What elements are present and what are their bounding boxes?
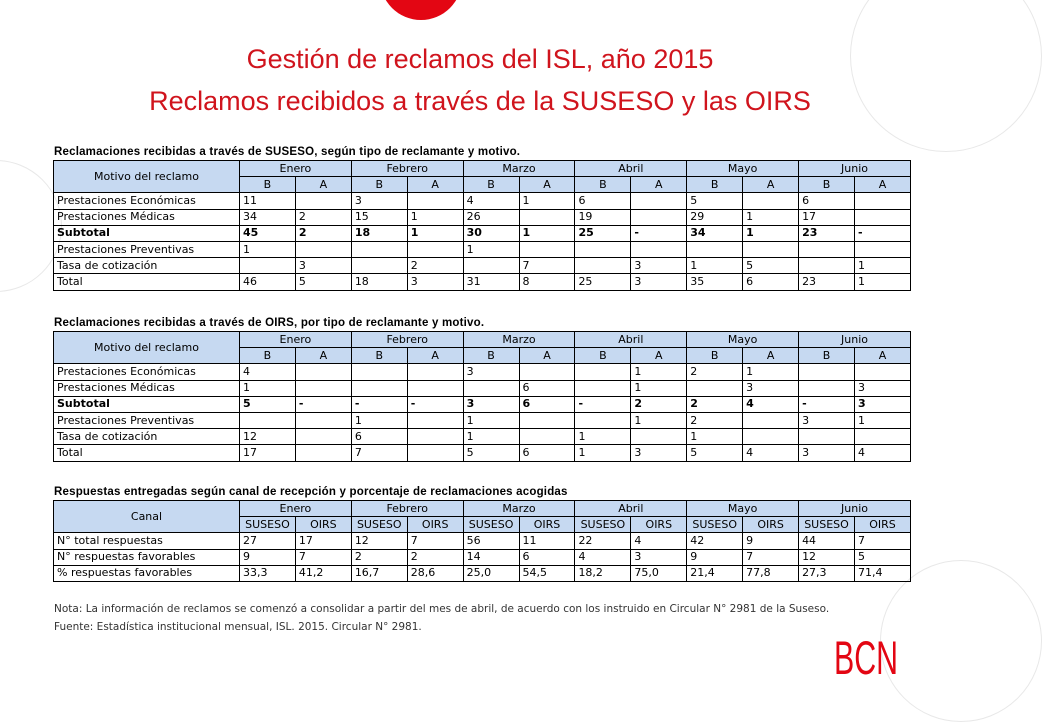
table-cell: 21,4 bbox=[687, 565, 743, 581]
table-cell: 2 bbox=[295, 225, 351, 241]
table-cell: 44 bbox=[799, 533, 855, 549]
table-cell: 8 bbox=[519, 274, 575, 290]
table-cell: 45 bbox=[240, 225, 296, 241]
sub-header: B bbox=[351, 177, 407, 193]
table-cell: 22 bbox=[575, 533, 631, 549]
table-cell bbox=[854, 193, 910, 209]
table-cell bbox=[854, 364, 910, 380]
month-header: Junio bbox=[799, 161, 911, 177]
table-cell: 2 bbox=[631, 396, 687, 412]
table-cell: 3 bbox=[463, 396, 519, 412]
footnote: Nota: La información de reclamos se comenzó a consolidar a partir del mes de abril, de acuerdo con los instruido en Circular N° 2981 de la Suseso. bbox=[54, 603, 830, 615]
table-cell: 4 bbox=[854, 445, 910, 461]
sub-header: SUSESO bbox=[351, 517, 407, 533]
table-cell: 2 bbox=[407, 549, 463, 565]
month-header: Abril bbox=[575, 501, 687, 517]
table-cell: 5 bbox=[743, 258, 799, 274]
table-row bbox=[54, 225, 911, 241]
table-cell: 1 bbox=[743, 209, 799, 225]
sub-header: B bbox=[799, 348, 855, 364]
table-cell bbox=[854, 429, 910, 445]
table-cell: 1 bbox=[631, 380, 687, 396]
table-cell: 1 bbox=[240, 241, 296, 257]
table-cell: 33,3 bbox=[240, 565, 296, 581]
month-header: Enero bbox=[240, 501, 352, 517]
month-header: Mayo bbox=[687, 332, 799, 348]
table-cell bbox=[799, 429, 855, 445]
sub-header: SUSESO bbox=[575, 517, 631, 533]
month-header: Junio bbox=[799, 332, 911, 348]
row-label: % respuestas favorables bbox=[54, 565, 240, 581]
row-label: Prestaciones Económicas bbox=[54, 364, 240, 380]
table-cell: 46 bbox=[240, 274, 296, 290]
table-cell: 29 bbox=[687, 209, 743, 225]
table-cell: - bbox=[799, 396, 855, 412]
sub-header: B bbox=[575, 177, 631, 193]
table-cell: - bbox=[407, 396, 463, 412]
table-cell bbox=[519, 429, 575, 445]
table-cell: 2 bbox=[295, 209, 351, 225]
table-cell bbox=[407, 364, 463, 380]
table-cell bbox=[631, 193, 687, 209]
table-cell bbox=[295, 193, 351, 209]
table-cell bbox=[631, 241, 687, 257]
row-label: N° respuestas favorables bbox=[54, 549, 240, 565]
table-cell: 2 bbox=[351, 549, 407, 565]
sub-header: A bbox=[631, 177, 687, 193]
table-cell: 27,3 bbox=[799, 565, 855, 581]
table-cell: 30 bbox=[463, 225, 519, 241]
month-header-row bbox=[54, 332, 911, 348]
table-cell bbox=[575, 258, 631, 274]
table-cell: 4 bbox=[575, 549, 631, 565]
table-cell: 1 bbox=[854, 412, 910, 428]
table-cell bbox=[295, 380, 351, 396]
table-cell: 23 bbox=[799, 225, 855, 241]
table-row bbox=[54, 274, 911, 290]
sub-header: OIRS bbox=[295, 517, 351, 533]
table-cell: 3 bbox=[295, 258, 351, 274]
table-cell: 3 bbox=[407, 274, 463, 290]
table-cell: 12 bbox=[351, 533, 407, 549]
table-cell: 11 bbox=[240, 193, 296, 209]
table-cell: 5 bbox=[687, 193, 743, 209]
table-cell: 7 bbox=[854, 533, 910, 549]
table-cell bbox=[240, 412, 296, 428]
table-cell: 1 bbox=[463, 412, 519, 428]
table-cell bbox=[799, 364, 855, 380]
table-cell bbox=[799, 241, 855, 257]
table-cell: 6 bbox=[519, 396, 575, 412]
table-cell bbox=[295, 241, 351, 257]
table-cell: 12 bbox=[240, 429, 296, 445]
table-cell bbox=[351, 380, 407, 396]
table-cell: 23 bbox=[799, 274, 855, 290]
table-cell: 17 bbox=[295, 533, 351, 549]
table-cell: 4 bbox=[240, 364, 296, 380]
month-header: Marzo bbox=[463, 161, 575, 177]
table-cell bbox=[295, 429, 351, 445]
table-cell: 3 bbox=[351, 193, 407, 209]
table-cell bbox=[407, 380, 463, 396]
month-header: Marzo bbox=[463, 501, 575, 517]
row-label: Prestaciones Médicas bbox=[54, 209, 240, 225]
table-cell: 3 bbox=[743, 380, 799, 396]
month-header: Marzo bbox=[463, 332, 575, 348]
decorative-arc-bottom-right bbox=[880, 560, 1042, 722]
table-cell: 4 bbox=[743, 445, 799, 461]
table-cell: 18 bbox=[351, 274, 407, 290]
table-cell: - bbox=[295, 396, 351, 412]
table-cell: 1 bbox=[407, 225, 463, 241]
table-cell: 3 bbox=[463, 364, 519, 380]
sub-header: A bbox=[407, 348, 463, 364]
month-header: Febrero bbox=[351, 161, 463, 177]
decorative-arc-top-right bbox=[850, 0, 1042, 152]
table-cell: 4 bbox=[743, 396, 799, 412]
table-cell: 1 bbox=[854, 274, 910, 290]
table-cell bbox=[575, 412, 631, 428]
source-note: Fuente: Estadística institucional mensual, ISL. 2015. Circular N° 2981. bbox=[54, 621, 422, 633]
table-cell: 1 bbox=[575, 429, 631, 445]
sub-header: SUSESO bbox=[687, 517, 743, 533]
month-header: Mayo bbox=[687, 501, 799, 517]
table-cell: 34 bbox=[240, 209, 296, 225]
table-cell: - bbox=[575, 396, 631, 412]
table-cell bbox=[575, 380, 631, 396]
table-cell: 9 bbox=[240, 549, 296, 565]
sub-header: B bbox=[240, 348, 296, 364]
sub-header: B bbox=[463, 177, 519, 193]
table-cell: 7 bbox=[519, 258, 575, 274]
table-cell: 7 bbox=[407, 533, 463, 549]
table-cell: 25 bbox=[575, 225, 631, 241]
table-cell: 19 bbox=[575, 209, 631, 225]
table-cell: - bbox=[631, 225, 687, 241]
table-cell: 4 bbox=[631, 533, 687, 549]
sub-header: A bbox=[295, 348, 351, 364]
sub-header: OIRS bbox=[631, 517, 687, 533]
table-row bbox=[54, 549, 911, 565]
sub-header: A bbox=[407, 177, 463, 193]
table-cell: 3 bbox=[631, 274, 687, 290]
sub-header: SUSESO bbox=[799, 517, 855, 533]
table-cell: 18,2 bbox=[575, 565, 631, 581]
table-cell bbox=[743, 241, 799, 257]
table2-caption: Reclamaciones recibidas a través de OIRS, por tipo de reclamante y motivo. bbox=[54, 317, 485, 329]
table-cell: 6 bbox=[351, 429, 407, 445]
row-label: Prestaciones Preventivas bbox=[54, 412, 240, 428]
table-cell: 1 bbox=[743, 364, 799, 380]
table-cell: 25 bbox=[575, 274, 631, 290]
row-label: Prestaciones Económicas bbox=[54, 193, 240, 209]
table-cell bbox=[295, 412, 351, 428]
table-cell bbox=[407, 429, 463, 445]
table-cell bbox=[854, 241, 910, 257]
sub-header: OIRS bbox=[743, 517, 799, 533]
table-cell: 5 bbox=[463, 445, 519, 461]
table-cell: 35 bbox=[687, 274, 743, 290]
table-cell: 75,0 bbox=[631, 565, 687, 581]
table-cell: 14 bbox=[463, 549, 519, 565]
row-label: Prestaciones Médicas bbox=[54, 380, 240, 396]
sub-header: B bbox=[687, 177, 743, 193]
table-cell: 3 bbox=[854, 380, 910, 396]
table-cell bbox=[743, 429, 799, 445]
table-cell bbox=[295, 445, 351, 461]
sub-header: SUSESO bbox=[463, 517, 519, 533]
sub-header: B bbox=[351, 348, 407, 364]
month-header-row bbox=[54, 501, 911, 517]
row-label: Total bbox=[54, 274, 240, 290]
bcn-logo bbox=[834, 631, 898, 684]
table-cell bbox=[631, 429, 687, 445]
sub-header: A bbox=[295, 177, 351, 193]
table-cell: - bbox=[854, 225, 910, 241]
table-cell: 41,2 bbox=[295, 565, 351, 581]
first-column-header: Motivo del reclamo bbox=[54, 332, 240, 364]
responses-table bbox=[53, 500, 911, 582]
table-cell: 1 bbox=[687, 429, 743, 445]
table-cell: 6 bbox=[799, 193, 855, 209]
table-cell: 5 bbox=[295, 274, 351, 290]
table-cell bbox=[351, 258, 407, 274]
table-cell bbox=[463, 380, 519, 396]
table-cell: 3 bbox=[799, 412, 855, 428]
table-cell: 31 bbox=[463, 274, 519, 290]
table-row bbox=[54, 209, 911, 225]
table-cell bbox=[351, 241, 407, 257]
table-cell: 1 bbox=[240, 380, 296, 396]
table-row bbox=[54, 429, 911, 445]
sub-header: OIRS bbox=[519, 517, 575, 533]
table-cell: 26 bbox=[463, 209, 519, 225]
table-cell bbox=[295, 364, 351, 380]
table-cell: 1 bbox=[687, 258, 743, 274]
table-row bbox=[54, 565, 911, 581]
sub-header: B bbox=[687, 348, 743, 364]
sub-header: B bbox=[799, 177, 855, 193]
row-label: Tasa de cotización bbox=[54, 429, 240, 445]
table-cell: 6 bbox=[519, 549, 575, 565]
bcn-logo-text: BCN bbox=[834, 631, 898, 684]
month-header: Abril bbox=[575, 332, 687, 348]
sub-header: A bbox=[743, 177, 799, 193]
sub-header: A bbox=[519, 348, 575, 364]
table-cell: - bbox=[351, 396, 407, 412]
table-cell: 77,8 bbox=[743, 565, 799, 581]
table-cell: 1 bbox=[519, 193, 575, 209]
table-cell: 56 bbox=[463, 533, 519, 549]
table-cell bbox=[687, 380, 743, 396]
month-header: Enero bbox=[240, 161, 352, 177]
table-cell: 2 bbox=[687, 364, 743, 380]
table-row bbox=[54, 533, 911, 549]
table-cell bbox=[240, 258, 296, 274]
table1-caption: Reclamaciones recibidas a través de SUSESO, según tipo de reclamante y motivo. bbox=[54, 146, 521, 158]
table-cell bbox=[463, 258, 519, 274]
table-row bbox=[54, 396, 911, 412]
table-cell: 1 bbox=[631, 364, 687, 380]
table-cell: 28,6 bbox=[407, 565, 463, 581]
table-cell: 2 bbox=[407, 258, 463, 274]
month-header: Mayo bbox=[687, 161, 799, 177]
table-cell: 15 bbox=[351, 209, 407, 225]
suseso-claims-table bbox=[53, 160, 911, 291]
table-cell bbox=[575, 364, 631, 380]
table-row bbox=[54, 380, 911, 396]
table-cell: 1 bbox=[463, 241, 519, 257]
table-cell bbox=[743, 412, 799, 428]
row-label: Tasa de cotización bbox=[54, 258, 240, 274]
table-cell: 18 bbox=[351, 225, 407, 241]
table-cell: 54,5 bbox=[519, 565, 575, 581]
table-cell: 7 bbox=[351, 445, 407, 461]
table-cell: 1 bbox=[854, 258, 910, 274]
row-label: N° total respuestas bbox=[54, 533, 240, 549]
table-cell bbox=[575, 241, 631, 257]
table-row bbox=[54, 364, 911, 380]
month-header: Enero bbox=[240, 332, 352, 348]
table-cell bbox=[743, 193, 799, 209]
sub-header: OIRS bbox=[854, 517, 910, 533]
first-column-header: Canal bbox=[54, 501, 240, 533]
table-cell: 17 bbox=[240, 445, 296, 461]
slide-subtitle: Reclamos recibidos a través de la SUSESO y las OIRS bbox=[149, 86, 811, 116]
sub-header: A bbox=[854, 177, 910, 193]
table-cell bbox=[631, 209, 687, 225]
table-cell bbox=[687, 241, 743, 257]
table-cell: 3 bbox=[631, 258, 687, 274]
table-cell: 9 bbox=[687, 549, 743, 565]
sub-header: SUSESO bbox=[240, 517, 296, 533]
table-cell: 1 bbox=[743, 225, 799, 241]
sub-header: A bbox=[743, 348, 799, 364]
table-cell bbox=[407, 412, 463, 428]
slide-title: Gestión de reclamos del ISL, año 2015 bbox=[246, 44, 714, 74]
table-cell: 1 bbox=[407, 209, 463, 225]
table-cell: 3 bbox=[631, 445, 687, 461]
table-cell: 34 bbox=[687, 225, 743, 241]
table-cell: 3 bbox=[854, 396, 910, 412]
month-header: Junio bbox=[799, 501, 911, 517]
table-cell: 12 bbox=[799, 549, 855, 565]
table-cell bbox=[519, 364, 575, 380]
table-cell: 42 bbox=[687, 533, 743, 549]
table-cell: 1 bbox=[351, 412, 407, 428]
row-label: Subtotal bbox=[54, 225, 240, 241]
table-cell: 71,4 bbox=[854, 565, 910, 581]
table-cell: 2 bbox=[687, 396, 743, 412]
sub-header: A bbox=[854, 348, 910, 364]
table-row bbox=[54, 412, 911, 428]
table-cell: 3 bbox=[631, 549, 687, 565]
table-cell: 7 bbox=[295, 549, 351, 565]
table-cell bbox=[407, 241, 463, 257]
table-cell bbox=[799, 258, 855, 274]
table-cell bbox=[799, 380, 855, 396]
sub-header: A bbox=[631, 348, 687, 364]
table-cell bbox=[407, 445, 463, 461]
month-header-row bbox=[54, 161, 911, 177]
table-row bbox=[54, 241, 911, 257]
row-label: Prestaciones Preventivas bbox=[54, 241, 240, 257]
table-cell: 27 bbox=[240, 533, 296, 549]
month-header: Febrero bbox=[351, 501, 463, 517]
table-cell: 1 bbox=[519, 225, 575, 241]
table-cell bbox=[519, 209, 575, 225]
table-cell: 17 bbox=[799, 209, 855, 225]
table-cell: 6 bbox=[575, 193, 631, 209]
table-cell bbox=[854, 209, 910, 225]
table-cell bbox=[519, 241, 575, 257]
table3-caption: Respuestas entregadas según canal de recepción y porcentaje de reclamaciones acogidas bbox=[54, 486, 568, 498]
table-cell bbox=[519, 412, 575, 428]
table-cell: 9 bbox=[743, 533, 799, 549]
table-cell: 6 bbox=[743, 274, 799, 290]
table-cell: 5 bbox=[854, 549, 910, 565]
sub-header: B bbox=[575, 348, 631, 364]
sub-header: B bbox=[240, 177, 296, 193]
sub-header: A bbox=[519, 177, 575, 193]
month-header: Febrero bbox=[351, 332, 463, 348]
row-label: Total bbox=[54, 445, 240, 461]
table-row bbox=[54, 445, 911, 461]
table-cell bbox=[407, 193, 463, 209]
decorative-red-circle bbox=[380, 0, 462, 20]
table-cell: 2 bbox=[687, 412, 743, 428]
table-cell: 1 bbox=[575, 445, 631, 461]
table-cell: 11 bbox=[519, 533, 575, 549]
sub-header: B bbox=[463, 348, 519, 364]
sub-header: OIRS bbox=[407, 517, 463, 533]
table-row bbox=[54, 193, 911, 209]
table-cell: 6 bbox=[519, 445, 575, 461]
table-cell: 16,7 bbox=[351, 565, 407, 581]
table-cell: 1 bbox=[631, 412, 687, 428]
oirs-claims-table bbox=[53, 331, 911, 462]
table-cell: 4 bbox=[463, 193, 519, 209]
table-cell bbox=[351, 364, 407, 380]
table-cell: 3 bbox=[799, 445, 855, 461]
table-cell: 7 bbox=[743, 549, 799, 565]
month-header: Abril bbox=[575, 161, 687, 177]
table-cell: 1 bbox=[463, 429, 519, 445]
first-column-header: Motivo del reclamo bbox=[54, 161, 240, 193]
table-cell: 5 bbox=[687, 445, 743, 461]
row-label: Subtotal bbox=[54, 396, 240, 412]
table-cell: 5 bbox=[240, 396, 296, 412]
table-cell: 6 bbox=[519, 380, 575, 396]
table-row bbox=[54, 258, 911, 274]
table-cell: 25,0 bbox=[463, 565, 519, 581]
